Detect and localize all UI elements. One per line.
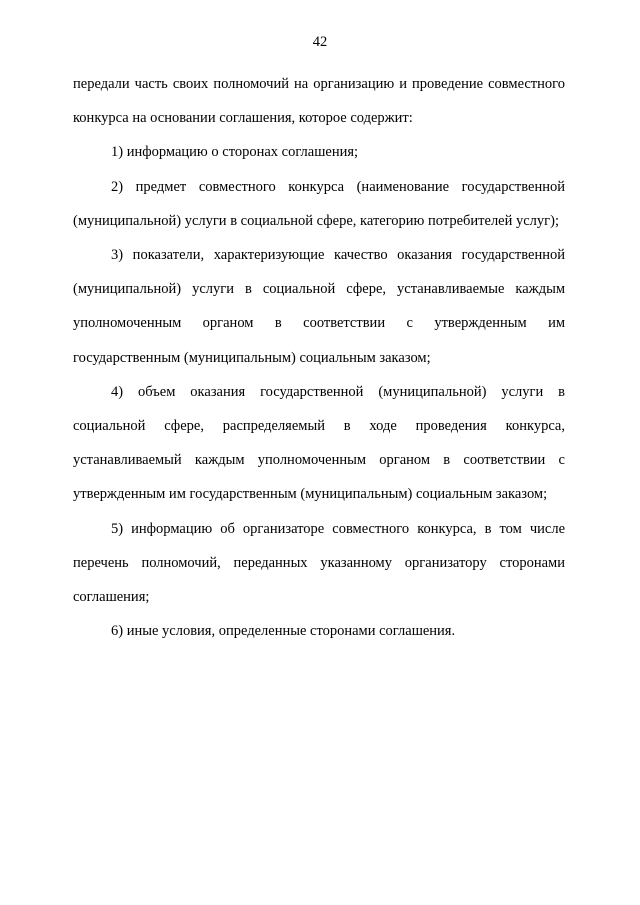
paragraph-intro: передали часть своих полномочий на организацию и проведение совместного конкурса на основании соглашения, которое содержит: [73,76,565,127]
list-item-5: 5) информацию об организаторе совместного конкурса, в том числе перечень полномочий, переданных указанному организатору сторонами соглашения; [73,520,565,606]
list-item-1: 1) информацию о сторонах соглашения; [111,144,359,161]
list-item-6: 6) иные условия, определенные сторонами соглашения. [111,623,456,640]
list-item-4: 4) объем оказания государственной (муниципальной) услуги в социальной сфере, распределяемый в ходе проведения конкурса, устанавливаемый каждым уполномоченным органом в соответствии с утвержденным им государственным (муниципальным) социальным заказом; [73,383,565,503]
list-item-2: 2) предмет совместного конкурса (наименование государственной (муниципальной) услуги в социальной сфере, категорию потребителей услуг); [73,178,565,229]
document-body [73,67,565,648]
list-item-3: 3) показатели, характеризующие качество оказания государственной (муниципальной) услуги в социальной сфере, устанавливаемые каждым уполномоченным органом в соответствии с утвержденным им государственным (муниципальным) социальным заказом; [73,247,565,366]
page-number: 42 [312,34,328,50]
